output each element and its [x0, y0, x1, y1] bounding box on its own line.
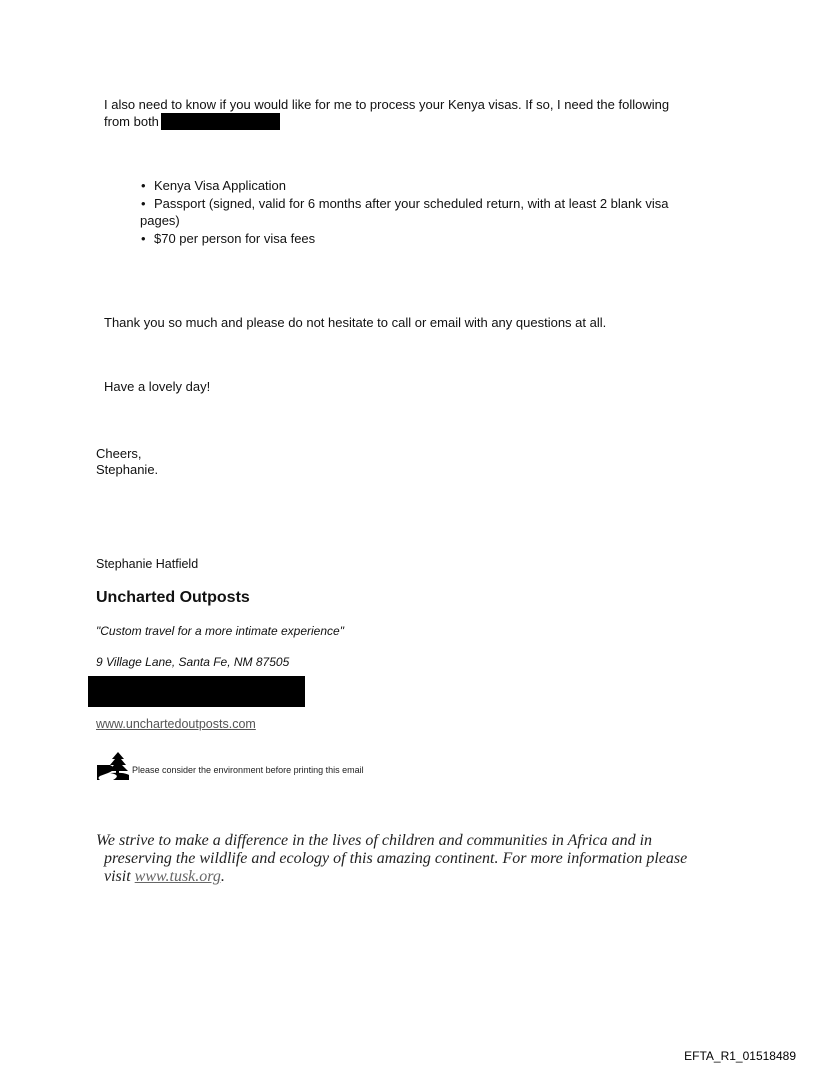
visa-paragraph-line-2-text: from both	[104, 114, 159, 129]
bullet-icon: •	[141, 231, 146, 246]
redaction-box	[88, 676, 305, 707]
mission-line-3	[96, 868, 736, 886]
mission-visit-text: visit	[104, 868, 131, 885]
bullet-text: pages)	[140, 213, 180, 228]
mission-statement	[96, 832, 736, 886]
tree-road-icon	[96, 751, 129, 781]
bullet-text: Kenya Visa Application	[154, 178, 287, 193]
signature-name: Stephanie Hatfield	[96, 557, 199, 571]
thanks-paragraph: Thank you so much and please do not hesitate to call or email with any questions at all.	[104, 315, 607, 330]
list-item	[141, 178, 286, 194]
tree-road-icon-svg	[96, 751, 129, 781]
sender-short-name: Stephanie.	[96, 462, 159, 477]
bullet-icon: •	[141, 178, 146, 193]
bullet-text: Passport (signed, valid for 6 months after your scheduled return, with at least 2 blank visa	[154, 196, 669, 211]
mission-line-2: preserving the wildlife and ecology of this amazing continent. For more information please	[104, 850, 688, 867]
visa-paragraph-line-2	[104, 113, 669, 130]
visa-paragraph-line-1: I also need to know if you would like for me to process your Kenya visas. If so, I need the following	[104, 97, 670, 112]
list-item	[141, 231, 315, 247]
website-link[interactable]: www.unchartedoutposts.com	[96, 717, 256, 731]
closing	[96, 446, 158, 478]
mission-line-1: We strive to make a difference in the lives of children and communities in Africa and in	[96, 832, 653, 849]
bullet-text: $70 per person for visa fees	[154, 231, 316, 246]
company-tagline: "Custom travel for a more intimate experience"	[96, 624, 344, 638]
list-item-continuation	[140, 213, 180, 229]
closing-text: Cheers,	[96, 446, 142, 461]
lovely-day-paragraph: Have a lovely day!	[104, 379, 211, 394]
company-address: 9 Village Lane, Santa Fe, NM 87505	[96, 655, 290, 669]
mission-end-text: .	[220, 868, 225, 885]
document-id: EFTA_R1_01518489	[684, 1049, 796, 1063]
eco-note: Please consider the environment before printing this email	[132, 765, 364, 775]
redaction-box	[161, 113, 280, 130]
bullet-icon: •	[141, 196, 146, 211]
tusk-link[interactable]: www.tusk.org	[134, 868, 221, 885]
list-item	[141, 196, 668, 212]
company-name: Uncharted Outposts	[96, 589, 250, 606]
visa-paragraph	[104, 97, 669, 130]
